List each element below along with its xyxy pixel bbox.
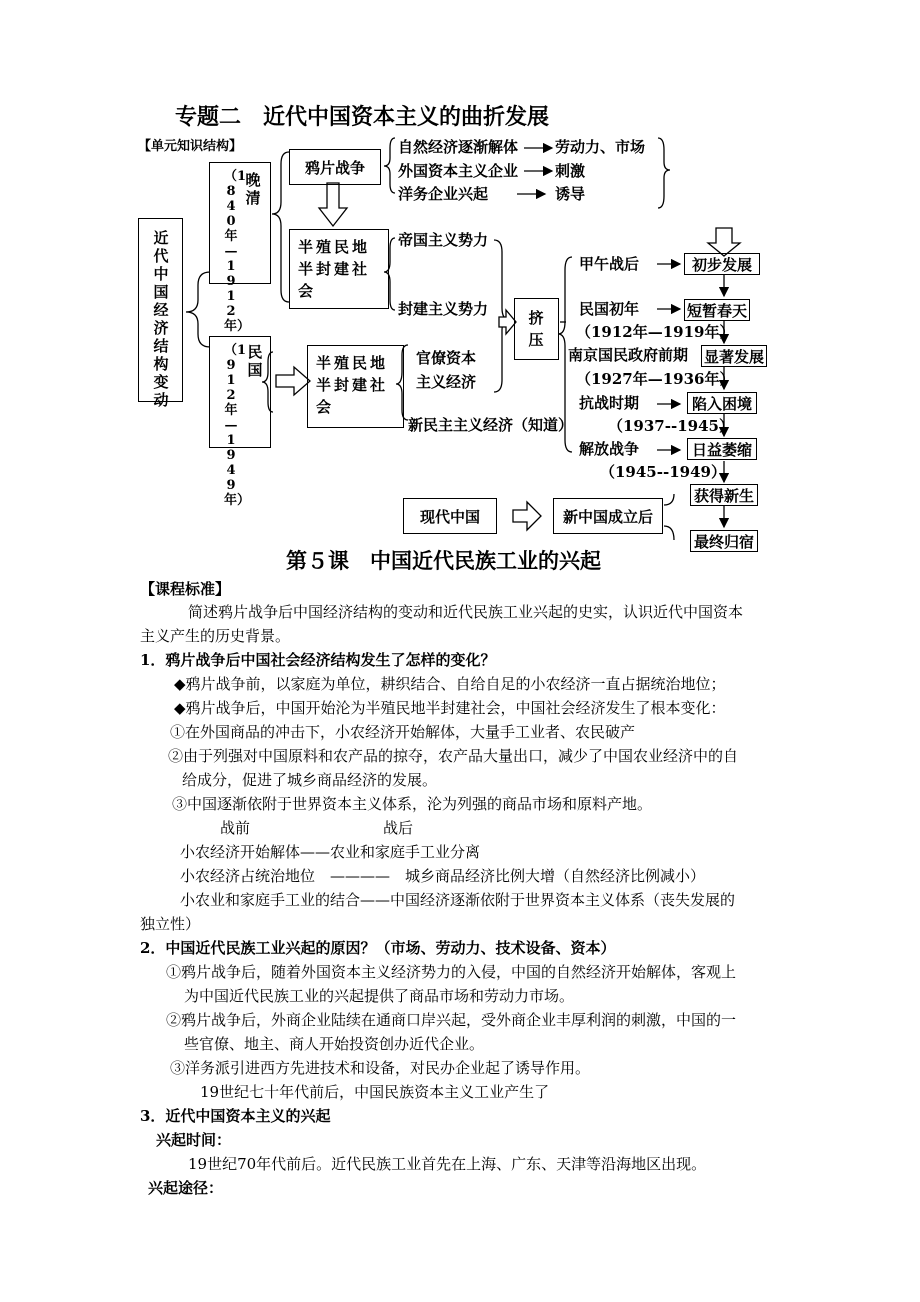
before-label: 战前 [220,819,251,837]
rise-time-label: 兴起时间： [156,1131,232,1149]
period-2-name: 南京国民政府前期 [568,346,689,364]
standard-heading: 【课程标准】 [140,580,231,598]
natural-economy: 自然经济逐渐解体 [398,138,519,156]
root-box [138,218,183,409]
q1-p2: ◆鸦片战争后，中国开始沦为半殖民地半封建社会，中国社会经济发生了根本变化： [174,699,726,717]
q1-p3: ①在外国商品的冲击下，小农经济开始解体，大量手工业者、农民破产 [170,723,636,741]
q2-p1a: ①鸦片战争后，随着外国资本主义经济势力的入侵，中国的自然经济开始解体，客观上 [166,963,737,981]
guidance: 诱导 [555,185,586,203]
compare-2: 小农经济占统治地位 ———— 城乡商品经济比例大增（自然经济比例减小） [180,867,706,885]
result-4-box: 日益萎缩 [687,438,757,460]
new-china-box: 新中国成立后 [553,498,663,534]
period-3-name: 抗战时期 [579,394,640,412]
period-3-years: （1937--1945） [608,417,734,435]
after-label: 战后 [383,819,414,837]
late-qing-label: 晚清 [245,171,261,207]
period-1-years: （1912年—1919年） [576,323,735,341]
late-qing-years: （1840年—1912年） [224,169,251,334]
late-qing-box [209,162,271,334]
result-1-box: 短暂春天 [684,299,750,321]
standard-text-1: 简述鸦片战争后中国经济结构的变动和近代民族工业兴起的史实，认识近代中国资本 [188,603,744,621]
period-1-name: 民国初年 [579,300,640,318]
modern-china-box: 现代中国 [403,498,497,534]
q2-p2b: 些官僚、地主、商人开始投资创办近代企业。 [184,1035,485,1053]
q2-p4: 19世纪七十年代前后，中国民族资本主义工业产生了 [200,1083,550,1101]
republic-label: 民国 [247,343,263,379]
rise-path-label: 兴起途径： [148,1179,224,1197]
republic-box [209,336,271,508]
opium-war-box: 鸦片战争 [289,149,381,185]
new-democratic: 新民主主义经济（知道） [408,416,574,434]
q1-p4b: 给成分，促进了城乡商品经济的发展。 [182,771,438,789]
stimulus: 刺激 [555,162,586,180]
q3-heading: 3．近代中国资本主义的兴起 [140,1107,331,1125]
period-4-years: （1945--1949） [600,463,726,481]
q2-p3: ③洋务派引进西方先进技术和设备，对民办企业起了诱导作用。 [170,1059,591,1077]
squeeze-label: 挤压 [528,309,544,349]
squeeze-box [514,298,559,360]
q1-p1: ◆鸦片战争前，以家庭为单位，耕织结合、自给自足的小农经济一直占据统治地位； [174,675,726,693]
result-3-box: 陷入困境 [687,392,757,414]
feudalism: 封建主义势力 [398,300,489,318]
final-box: 最终归宿 [690,530,758,552]
root-label: 近代中国经济结构变动 [153,229,169,409]
bureaucratic: 官僚资本主义经济 [416,349,477,391]
lesson-title: 第５课 中国近代民族工业的兴起 [286,548,601,573]
result-0-box: 初步发展 [684,253,760,275]
result-2-box: 显著发展 [701,345,767,367]
period-4-name: 解放战争 [579,440,640,458]
q2-heading: 2．中国近代民族工业兴起的原因？（市场、劳动力、技术设备、资本） [140,939,616,957]
compare-3b: 独立性） [140,915,201,933]
q2-p1b: 为中国近代民族工业的兴起提供了商品市场和劳动力市场。 [184,987,575,1005]
structure-label: 【单元知识结构】 [138,139,243,154]
semi-colonial-box-1: 半殖民地半封建社会 [289,229,389,309]
labor-market: 劳动力、市场 [555,138,646,156]
compare-1: 小农经济开始解体——农业和家庭手工业分离 [180,843,481,861]
standard-text-2: 主义产生的历史背景。 [140,627,291,645]
q1-heading: 1．鸦片战争后中国社会经济结构发生了怎样的变化？ [140,651,496,669]
rebirth-box: 获得新生 [690,484,758,506]
westernization: 洋务企业兴起 [398,185,489,203]
semi-colonial-box-2: 半殖民地半封建社会 [307,345,404,428]
foreign-enterprise: 外国资本主义企业 [398,162,519,180]
q2-p2a: ②鸦片战争后，外商企业陆续在通商口岸兴起，受外商企业丰厚利润的刺激，中国的一 [166,1011,737,1029]
rise-time-text: 19世纪70年代前后。近代民族工业首先在上海、广东、天津等沿海地区出现。 [188,1155,707,1173]
imperialism: 帝国主义势力 [398,231,489,249]
period-0-name: 甲午战后 [579,255,640,273]
q1-p4a: ②由于列强对中国原料和农产品的掠夺，农产品大量出口，减少了中国农业经济中的自 [168,747,739,765]
republic-years: （1912年—1949年） [224,343,251,508]
compare-3a: 小农业和家庭手工业的结合——中国经济逐渐依附于世界资本主义体系（丧失发展的 [180,891,736,909]
period-2-years: （1927年—1936年） [576,370,735,388]
q1-p5: ③中国逐渐依附于世界资本主义体系，沦为列强的商品市场和原料产地。 [172,795,653,813]
page-title: 专题二 近代中国资本主义的曲折发展 [175,104,550,130]
